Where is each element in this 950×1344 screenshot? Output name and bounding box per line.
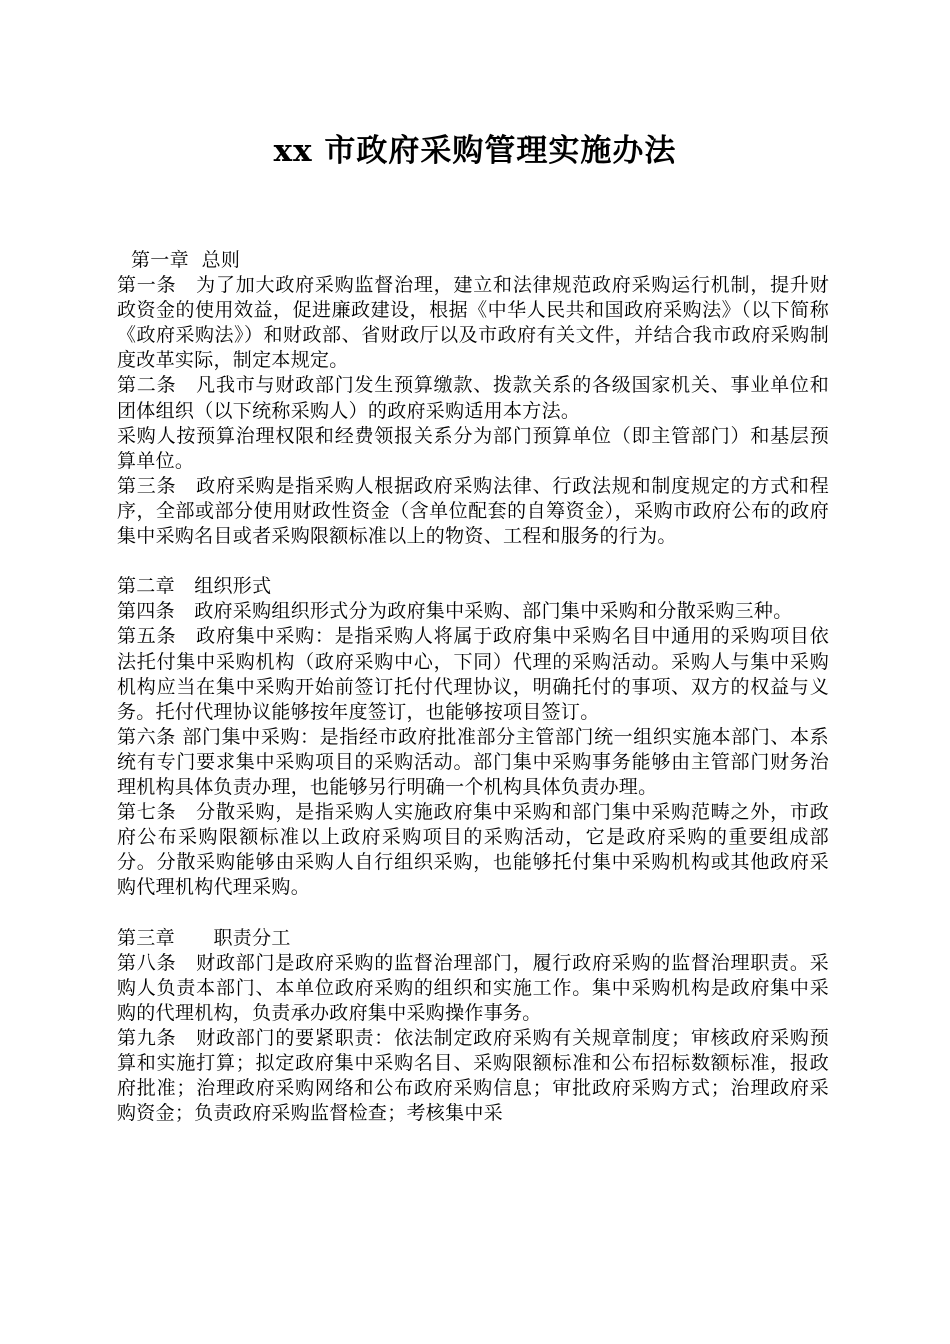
document-body xyxy=(117,248,829,1126)
article-paragraph: 第五条 政府集中采购：是指采购人将属于政府集中采购名目中通用的采购项目依法托付集中采购机构（政府采购中心，下同）代理的采购活动。采购人与集中采购机构应当在集中采购开始前签订托付代理协议，明确托付的事项、双方的权益与义务。托付代理协议能够按年度签订，也能够按项目签订。 xyxy=(117,625,829,723)
article-paragraph: 第四条 政府采购组织形式分为政府集中采购、部门集中采购和分散采购三种。 xyxy=(117,600,793,623)
article-paragraph: 第八条 财政部门是政府采购的监督治理部门，履行政府采购的监督治理职责。采购人负责本部门、本单位政府采购的组织和实施工作。集中采购机构是政府集中采购的代理机构，负责承办政府集中采购操作事务。 xyxy=(117,951,829,1024)
article-paragraph: 第一条 为了加大政府采购监督治理，建立和法律规范政府采购运行机制，提升财政资金的使用效益，促进廉政建设，根据《中华人民共和国政府采购法》（以下简称《政府采购法》）和财政部、省财政厅以及市政府有关文件，并结合我市政府采购制度改革实际，制定本规定。 xyxy=(117,274,829,372)
section-gap xyxy=(117,549,829,574)
chapter-heading: 第二章 组织形式 xyxy=(117,575,272,598)
document-title: xx 市政府采购管理实施办法 xyxy=(273,133,677,169)
article-paragraph: 第六条 部门集中采购：是指经市政府批准部分主管部门统一组织实施本部门、本系统有专门要求集中采购项目的采购活动。部门集中采购事务能够由主管部门财务治理机构具体负责办理，也能够另行明确一个机构具体负责办理。 xyxy=(117,725,829,798)
chapter-heading: 第一章 总则 xyxy=(131,249,241,271)
article-paragraph: 第二条 凡我市与财政部门发生预算缴款、拨款关系的各级国家机关、事业单位和团体组织（以下统称采购人）的政府采购适用本方法。 xyxy=(117,374,829,422)
article-paragraph: 第三条 政府采购是指采购人根据政府采购法律、行政法规和制度规定的方式和程序，全部或部分使用财政性资金（含单位配套的自筹资金），采购市政府公布的政府集中采购名目或者采购限额标准以上的物资、工程和服务的行为。 xyxy=(117,474,829,548)
chapter-heading: 第三章 职责分工 xyxy=(117,926,291,949)
article-paragraph: 采购人按预算治理权限和经费领报关系分为部门预算单位（即主管部门）和基层预算单位。 xyxy=(117,424,829,472)
article-paragraph: 第七条 分散采购，是指采购人实施政府集中采购和部门集中采购范畴之外，市政府公布采购限额标准以上政府采购项目的采购活动，它是政府采购的重要组成部分。分散采购能够由采购人自行组织采购，也能够托付集中采购机构或其他政府采购代理机构代理采购。 xyxy=(117,801,829,899)
section-gap xyxy=(117,900,829,925)
article-paragraph: 第九条 财政部门的要紧职责：依法制定政府采购有关规章制度；审核政府采购预算和实施打算；拟定政府集中采购名目、采购限额标准和公布招标数额标准，报政府批准；治理政府采购网络和公布政府采购信息；审批政府采购方式；治理政府采购资金；负责政府采购监督检查；考核集中采 xyxy=(117,1026,829,1125)
